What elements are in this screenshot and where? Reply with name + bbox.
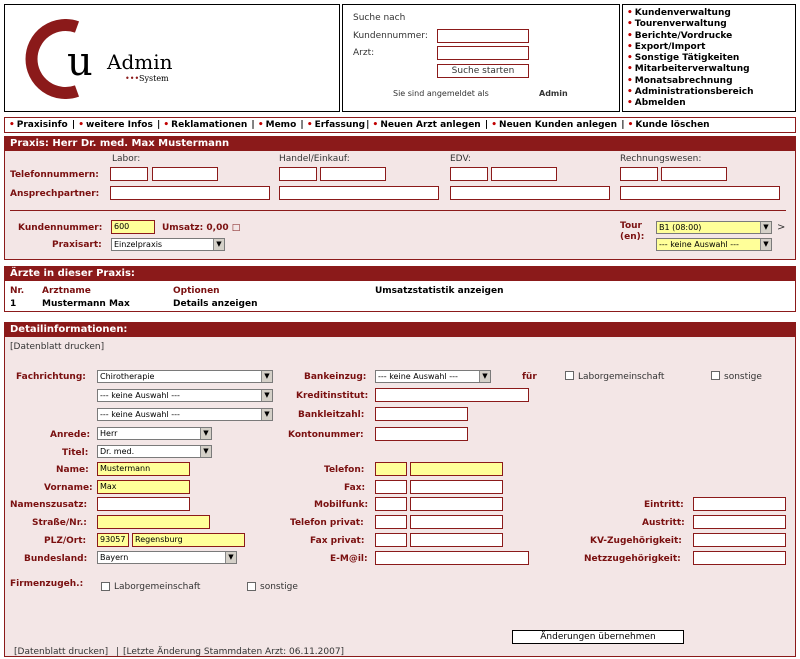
chevron-down-icon: ▼	[261, 390, 272, 401]
netz-label: Netzzugehörigkeit:	[584, 554, 681, 564]
menu-item-tourenverwaltung[interactable]: • Tourenverwaltung	[627, 19, 727, 30]
menu-item-administration[interactable]: • Administrationsbereich	[627, 87, 754, 98]
nav-kunde-loeschen[interactable]: Kunde löschen	[635, 120, 710, 130]
labor-telefon-input[interactable]	[152, 167, 218, 181]
firmen-sonstige-checkbox[interactable]	[247, 582, 256, 591]
fuer-label: für	[522, 372, 537, 382]
sonstige-text: sonstige	[724, 372, 762, 382]
bankeinzug-select[interactable]: --- keine Auswahl --- ▼	[375, 370, 491, 383]
edv-telefon-input[interactable]	[491, 167, 557, 181]
email-label: E-M@il:	[330, 554, 368, 564]
edv-vorwahl-input[interactable]	[450, 167, 488, 181]
kreditinstitut-label: Kreditinstitut:	[296, 391, 369, 401]
footer-separator: |	[116, 647, 120, 657]
strasse-input[interactable]	[97, 515, 210, 529]
bundesland-label: Bundesland:	[24, 554, 88, 564]
telefon-label: Telefon:	[324, 465, 365, 475]
chevron-down-icon: ▼	[261, 409, 272, 420]
nav-praxisinfo[interactable]: Praxisinfo	[16, 120, 68, 130]
kundennummer-label: Kundennummer:	[353, 31, 428, 41]
firmen-label: Firmenzugeh.:	[10, 579, 84, 589]
aerzte-header-optionen: Optionen	[173, 286, 220, 296]
col-edv-label: EDV:	[450, 154, 471, 164]
titel-label: Titel:	[62, 448, 89, 458]
nav-erfassung[interactable]: Erfassung	[314, 120, 366, 130]
email-input[interactable]	[375, 551, 529, 565]
labor-vorwahl-input[interactable]	[110, 167, 148, 181]
fax-label: Fax:	[344, 483, 366, 493]
search-kundennummer-input[interactable]	[437, 29, 529, 43]
nav-weitere-infos[interactable]: weitere Infos	[86, 120, 153, 130]
tour-arrow[interactable]: >	[777, 222, 786, 233]
nav-memo[interactable]: Memo	[265, 120, 297, 130]
footer-print-link[interactable]: [Datenblatt drucken]	[14, 647, 109, 657]
namenszusatz-input[interactable]	[97, 497, 190, 511]
detail-title: Detailinformationen:	[4, 322, 796, 337]
rechnung-telefon-input[interactable]	[661, 167, 727, 181]
chevron-down-icon: ▼	[479, 371, 490, 382]
ort-input[interactable]: Regensburg	[132, 533, 245, 547]
anrede-label: Anrede:	[50, 430, 91, 440]
rechnung-ansprech-input[interactable]	[620, 186, 780, 200]
titel-select[interactable]: Dr. med. ▼	[97, 445, 212, 458]
austritt-input[interactable]	[693, 515, 786, 529]
faxprivat-vorwahl-input[interactable]	[375, 533, 407, 547]
table-row-nr: 1	[10, 299, 17, 309]
bankleitzahl-label: Bankleitzahl:	[298, 410, 365, 420]
telefon-input[interactable]	[410, 462, 503, 476]
tour-label-1: Tour	[620, 221, 642, 231]
name-label: Name:	[56, 465, 89, 475]
bundesland-select[interactable]: Bayern ▼	[97, 551, 237, 564]
kontonummer-label: Kontonummer:	[288, 430, 364, 440]
faxprivat-input[interactable]	[410, 533, 503, 547]
nav-neuen-kunden[interactable]: Neuen Kunden anlegen	[499, 120, 618, 130]
chevron-down-icon: ▼	[200, 428, 211, 439]
fachrichtung-label: Fachrichtung:	[16, 372, 86, 382]
chevron-down-icon: ▼	[760, 222, 771, 233]
sub-nav: • Praxisinfo | • weitere Infos | • Reklamationen | • Memo | • Erfassung| • Neuen Arzt anlegen | • Neuen Kunden anlegen | • Kunde löschen	[4, 117, 796, 133]
kontonummer-input[interactable]	[375, 427, 468, 441]
search-button[interactable]: Suche starten	[437, 64, 529, 78]
labor-ansprech-input[interactable]	[110, 186, 270, 200]
col-rechnung-label: Rechnungswesen:	[620, 154, 702, 164]
login-user: Admin	[539, 89, 568, 98]
fachrichtung-select-1[interactable]: Chirotherapie ▼	[97, 370, 273, 383]
laborgemeinschaft-text: Laborgemeinschaft	[578, 372, 665, 382]
bankleitzahl-input[interactable]	[375, 407, 468, 421]
table-row-name: Mustermann Max	[42, 299, 130, 309]
search-panel	[342, 4, 620, 112]
telefon-privat-label: Telefon privat:	[290, 518, 364, 528]
name-input[interactable]: Mustermann	[97, 462, 190, 476]
fachrichtung-select-3[interactable]: --- keine Auswahl --- ▼	[97, 408, 273, 421]
main-menu	[622, 4, 796, 112]
umsatz-text: Umsatz: 0,00 □	[162, 223, 241, 233]
ansprechpartner-label: Ansprechpartner:	[10, 189, 100, 199]
fax-vorwahl-input[interactable]	[375, 480, 407, 494]
mobilfunk-label: Mobilfunk:	[314, 500, 369, 510]
chevron-down-icon: ▼	[200, 446, 211, 457]
edv-ansprech-input[interactable]	[450, 186, 610, 200]
vorname-label: Vorname:	[44, 483, 93, 493]
print-top-link[interactable]: [Datenblatt drucken]	[10, 342, 105, 352]
mobil-input[interactable]	[410, 497, 503, 511]
telefonnummern-label: Telefonnummern:	[10, 170, 99, 180]
netz-input[interactable]	[693, 551, 786, 565]
telefon-vorwahl-input[interactable]	[375, 462, 407, 476]
search-title: Suche nach	[353, 13, 406, 23]
telprivat-input[interactable]	[410, 515, 503, 529]
plz-ort-label: PLZ/Ort:	[44, 536, 87, 546]
fax-privat-label: Fax privat:	[310, 536, 365, 546]
austritt-label: Austritt:	[642, 518, 685, 528]
chevron-down-icon: ▼	[760, 239, 771, 250]
kv-label: KV-Zugehörigkeit:	[590, 536, 682, 546]
search-arzt-input[interactable]	[437, 46, 529, 60]
cu-admin-logo	[15, 19, 195, 99]
laborgemeinschaft-checkbox[interactable]	[565, 371, 574, 380]
firmen-sonstige-text: sonstige	[260, 582, 298, 592]
praxis-kundennummer-label: Kundennummer:	[18, 223, 103, 233]
eintritt-label: Eintritt:	[644, 500, 684, 510]
svg-text:Admin: Admin	[107, 50, 173, 74]
save-button[interactable]: Änderungen übernehmen	[512, 630, 684, 644]
menu-item-mitarbeiter[interactable]: • Mitarbeiterverwaltung	[627, 64, 750, 75]
tour-select-2[interactable]: --- keine Auswahl --- ▼	[656, 238, 772, 251]
sonstige-checkbox[interactable]	[711, 371, 720, 380]
bankeinzug-label: Bankeinzug:	[304, 372, 367, 382]
tour-label-2: (en):	[620, 232, 645, 242]
namenszusatz-label: Namenszusatz:	[10, 500, 88, 510]
arzt-label: Arzt:	[353, 48, 375, 58]
strasse-label: Straße/Nr.:	[32, 518, 87, 528]
praxis-title: Praxis: Herr Dr. med. Max Mustermann	[4, 136, 796, 151]
chevron-down-icon: ▼	[213, 239, 224, 250]
plz-input[interactable]: 93057	[97, 533, 129, 547]
aerzte-header-nr: Nr.	[10, 286, 25, 296]
nav-neuen-arzt[interactable]: Neuen Arzt anlegen	[380, 120, 481, 130]
umsatzstatistik-link[interactable]: Umsatzstatistik anzeigen	[375, 286, 504, 296]
col-labor-label: Labor:	[112, 154, 141, 164]
tour-select-1[interactable]: B1 (08:00) ▼	[656, 221, 772, 234]
col-handel-label: Handel/Einkauf:	[279, 154, 350, 164]
praxis-divider	[10, 210, 786, 211]
eintritt-input[interactable]	[693, 497, 786, 511]
login-text: Sie sind angemeldet als	[393, 89, 489, 98]
rechnung-vorwahl-input[interactable]	[620, 167, 658, 181]
vorname-input[interactable]: Max	[97, 480, 190, 494]
details-anzeigen-link[interactable]: Details anzeigen	[173, 299, 258, 309]
chevron-down-icon: ▼	[225, 552, 236, 563]
menu-item-export[interactable]: • Export/Import	[627, 41, 706, 52]
logo-panel	[4, 4, 340, 112]
svg-text:System: System	[139, 74, 169, 83]
svg-text:•••: •••	[125, 74, 140, 83]
menu-item-kundenverwaltung[interactable]: • Kundenverwaltung	[627, 8, 731, 18]
fax-input[interactable]	[410, 480, 503, 494]
handel-telefon-input[interactable]	[320, 167, 386, 181]
firmen-labor-text: Laborgemeinschaft	[114, 582, 201, 592]
chevron-down-icon: ▼	[261, 371, 272, 382]
menu-item-sonstige[interactable]: • Sonstige Tätigkeiten	[627, 53, 740, 64]
kv-input[interactable]	[693, 533, 786, 547]
footer-change-text: [Letzte Änderung Stammdaten Arzt: 06.11.2007]	[123, 647, 345, 657]
kreditinstitut-input[interactable]	[375, 388, 529, 402]
svg-text:u: u	[67, 39, 93, 85]
praxisart-label: Praxisart:	[52, 240, 102, 250]
fachrichtung-select-2[interactable]: --- keine Auswahl --- ▼	[97, 389, 273, 402]
aerzte-header-name: Arztname	[42, 286, 91, 296]
handel-vorwahl-input[interactable]	[279, 167, 317, 181]
anrede-select[interactable]: Herr ▼	[97, 427, 212, 440]
menu-item-berichte[interactable]: • Berichte/Vordrucke	[627, 30, 733, 41]
menu-item-monatsabrechnung[interactable]: • Monatsabrechnung	[627, 75, 733, 86]
mobil-vorwahl-input[interactable]	[375, 497, 407, 511]
praxis-kundennummer-input[interactable]: 600	[111, 220, 155, 234]
menu-item-abmelden[interactable]: • Abmelden	[627, 98, 686, 109]
nav-reklamationen[interactable]: Reklamationen	[171, 120, 248, 130]
firmen-labor-checkbox[interactable]	[101, 582, 110, 591]
aerzte-title: Ärzte in dieser Praxis:	[4, 266, 796, 281]
praxisart-select[interactable]: Einzelpraxis ▼	[111, 238, 225, 251]
handel-ansprech-input[interactable]	[279, 186, 439, 200]
telprivat-vorwahl-input[interactable]	[375, 515, 407, 529]
